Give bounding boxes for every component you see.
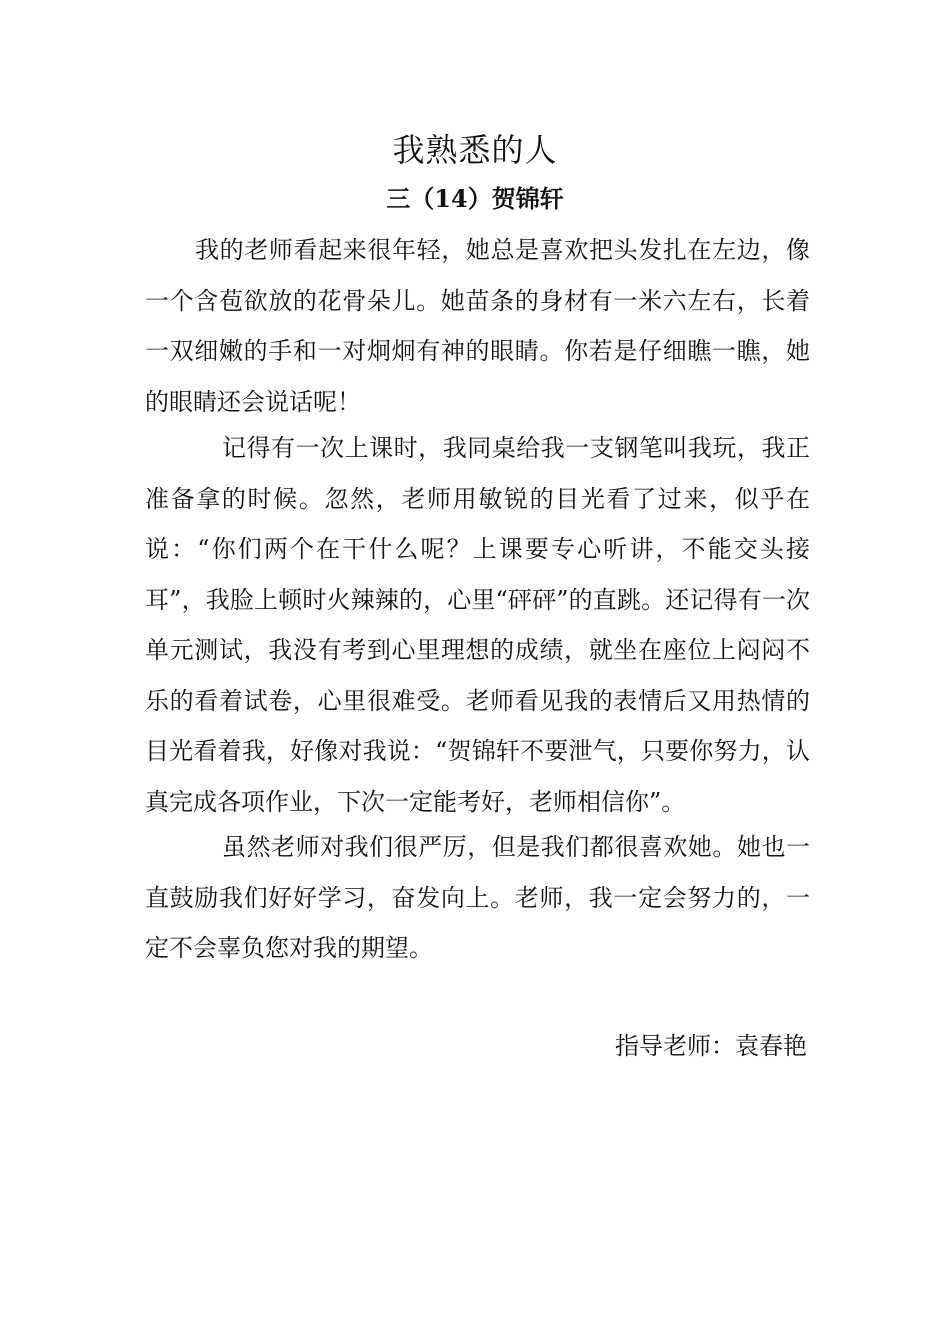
essay-title: 我熟悉的人 [392, 131, 558, 169]
paragraph-3: 虽然老师对我们很严厉，但是我们都很喜欢她。她也一直鼓励我们好好学习，奋发向上。老师，我一定会努力的，一定不会辜负您对我的期望。 [145, 833, 810, 962]
paragraph-1: 我的老师看起来很年轻，她总是喜欢把头发扎在左边，像一个含苞欲放的花骨朵儿。她苗条的身材有一米六左右，长着一双细嫩的手和一对炯炯有神的眼睛。你若是仔细瞧一瞧，她的眼睛还会说话呢！ [145, 236, 810, 416]
author-line: 三（14）贺锦轩 [386, 184, 564, 213]
paragraph-2: 记得有一次上课时，我同桌给我一支钢笔叫我玩，我正准备拿的时候。忽然，老师用敏锐的目光看了过来，似乎在说：“你们两个在干什么呢？上课要专心听讲，不能交头接耳”，我脸上顿时火辣辣的，心里“砰砰”的直跳。还记得有一次单元测试，我没有考到心里理想的成绩，就坐在座位上闷闷不乐的看着试卷，心里很难受。老师看见我的表情后又用热情的目光看着我，好像对我说：“贺锦轩不要泄气，只要你努力，认真完成各项作业，下次一定能考好，老师相信你”。 [145, 434, 810, 816]
teacher-signature: 指导老师：袁春艳 [615, 1032, 807, 1060]
